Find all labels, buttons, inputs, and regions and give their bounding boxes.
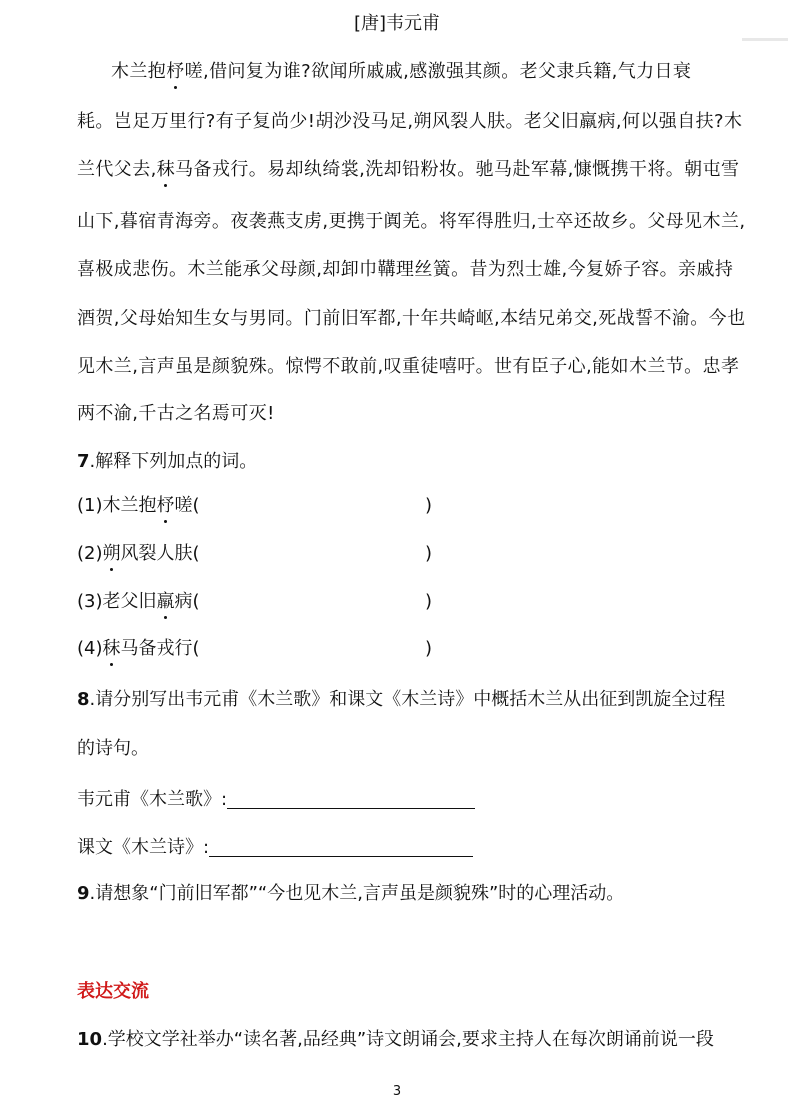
question-text: .解释下列加点的词。 [89, 451, 258, 472]
answer-label: 韦元甫《木兰歌》: [77, 789, 228, 810]
question-9 [77, 882, 624, 906]
dotted-char: 秣 [156, 159, 176, 180]
dotted-char: 秣 [102, 638, 121, 659]
answer-line[interactable] [209, 836, 473, 857]
poem-line-5: 喜极成悲伤。木兰能承父母颜,却卸巾鞲理丝簧。昔为烈士雄,今复娇子容。亲戚持 [77, 259, 734, 280]
q7-item-3 [77, 590, 433, 614]
item-text: (2) [77, 543, 103, 564]
scan-artifact [742, 38, 788, 41]
answer-blank-close: ) [425, 591, 433, 612]
question-7 [77, 450, 257, 474]
poem-line-6: 酒贺,父母始知生女与男同。门前旧军都,十年共崎岖,本结兄弟交,死战誓不渝。今也 [77, 308, 746, 329]
poem-text: 木兰抱 [111, 61, 167, 82]
answer-blank-close: ) [425, 638, 433, 659]
question-text: .学校文学社举办“读名著,品经典”诗文朗诵会,要求主持人在每次朗诵前说一段 [102, 1029, 714, 1050]
q7-item-4 [77, 637, 433, 661]
answer-blank-close: ) [425, 543, 433, 564]
item-text: 嗟( [174, 495, 200, 516]
item-text: (4) [77, 638, 103, 659]
item-text: 马备戎行( [120, 638, 200, 659]
dotted-char: 朔 [102, 543, 121, 564]
answer-blank-close: ) [425, 495, 433, 516]
poem-text: 嗟,借问复为谁?欲闻所戚戚,感激强其颜。老父隶兵籍,气力日衰 [184, 61, 692, 82]
question-number: 8 [77, 689, 90, 710]
question-number: 9 [77, 883, 90, 904]
poem-author: [唐]韦元甫 [353, 13, 441, 34]
q7-item-1 [77, 494, 433, 518]
dotted-char: 杼 [156, 495, 175, 516]
dotted-char: 羸 [156, 591, 175, 612]
poem-line-2: 耗。岂足万里行?有子复尚少!胡沙没马足,朔风裂人肤。老父旧羸病,何以强自扶?木 [77, 111, 743, 132]
answer-label: 课文《木兰诗》: [77, 837, 210, 858]
poem-line-8: 两不渝,千古之名焉可灭! [77, 403, 275, 424]
section-heading: 表达交流 [77, 981, 149, 1002]
poem-line-1 [111, 60, 791, 84]
question-number: 7 [77, 451, 90, 472]
question-8-cont: 的诗句。 [77, 738, 149, 759]
q8-answer-2 [77, 836, 473, 860]
item-text: 风裂人肤( [120, 543, 200, 564]
poem-text: 马备戎行。易却纨绮裳,洗却铅粉妆。驰马赴军幕,慷慨携干将。朝屯雪 [175, 159, 740, 180]
item-text: (1)木兰抱 [77, 495, 157, 516]
poem-line-7: 见木兰,言声虽是颜貌殊。惊愕不敢前,叹重徒嘻吁。世有臣子心,能如木兰节。忠孝 [77, 356, 740, 377]
poem-line-3 [77, 158, 757, 182]
item-text: (3)老父旧 [77, 591, 157, 612]
poem-line-4: 山下,暮宿青海旁。夜袭燕支虏,更携于阗羌。将军得胜归,士卒还故乡。父母见木兰, [77, 211, 746, 232]
question-number: 10 [77, 1029, 103, 1050]
question-10 [77, 1028, 714, 1052]
question-8 [77, 688, 725, 712]
q7-item-2 [77, 542, 433, 566]
item-text: 病( [174, 591, 200, 612]
q8-answer-1 [77, 788, 475, 812]
poem-text: 兰代父去, [77, 159, 157, 180]
answer-line[interactable] [227, 788, 475, 809]
page-number: 3 [392, 1084, 402, 1099]
question-text: .请想象“门前旧军都”“今也见木兰,言声虽是颜貌殊”时的心理活动。 [89, 883, 625, 904]
question-text: .请分别写出韦元甫《木兰歌》和课文《木兰诗》中概括木兰从出征到凯旋全过程 [89, 689, 726, 710]
dotted-char: 杼 [166, 61, 185, 82]
